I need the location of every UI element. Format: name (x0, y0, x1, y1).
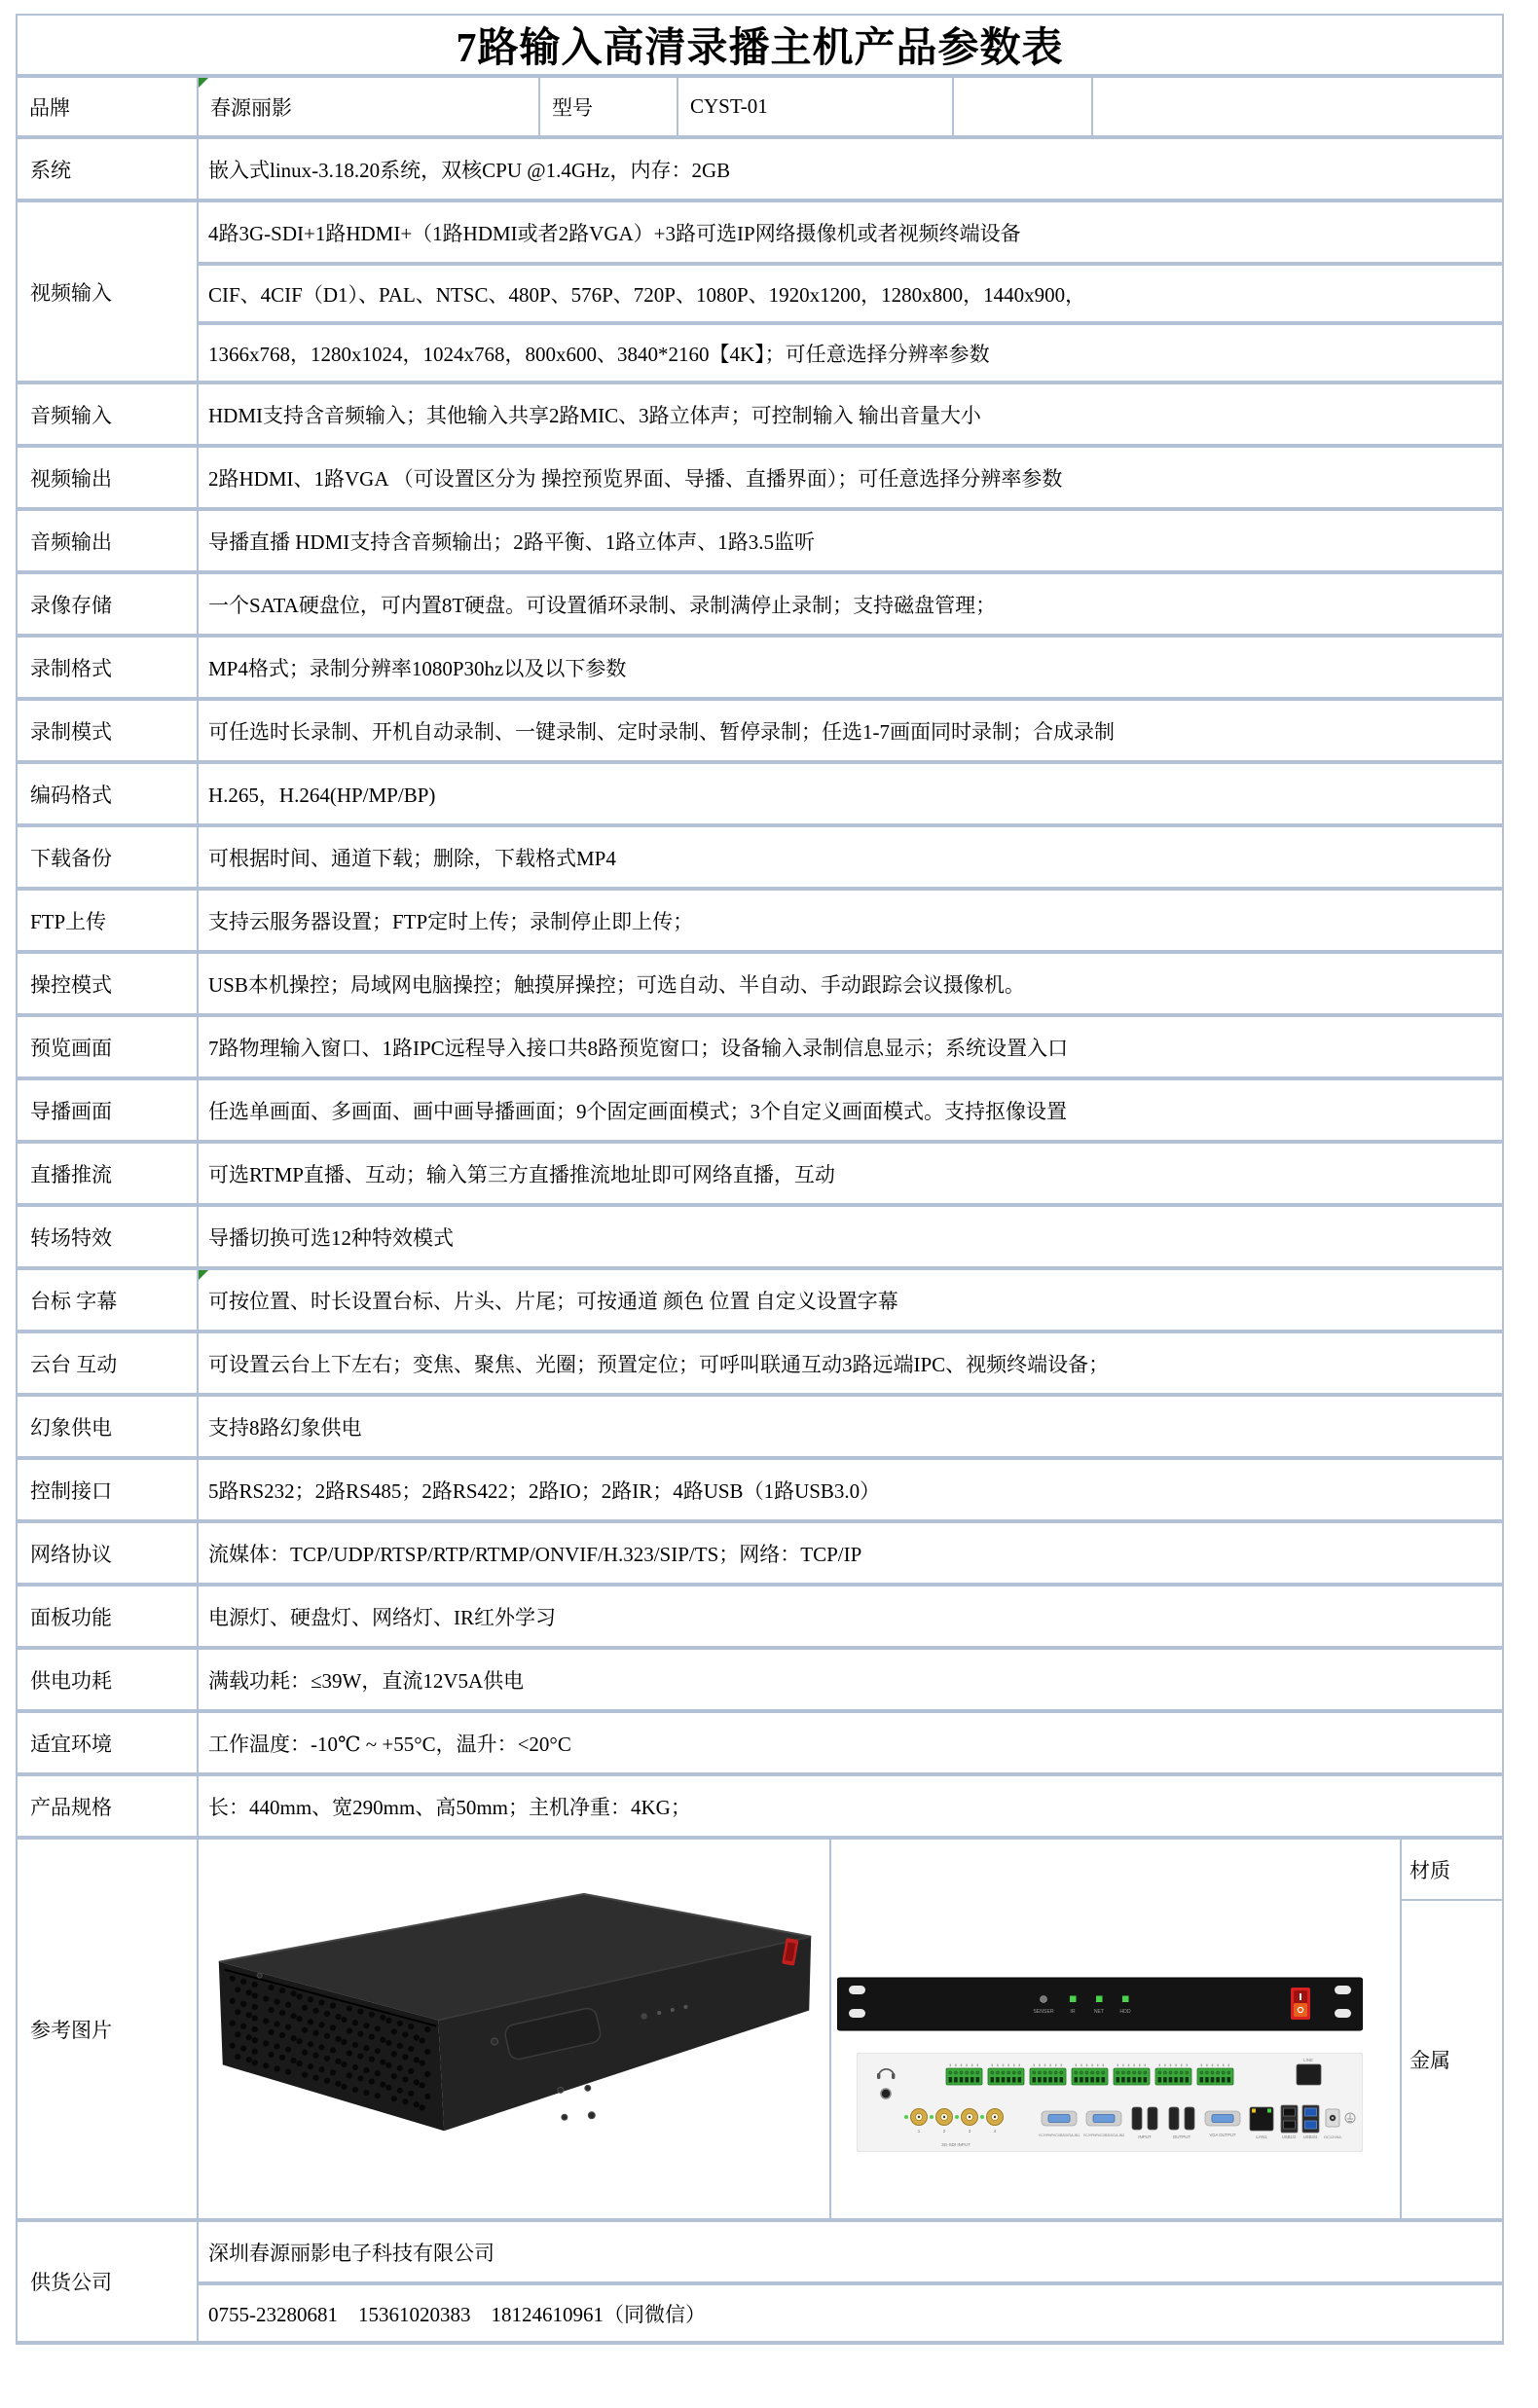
spec-row (18, 1333, 1502, 1397)
spec-row (18, 448, 1502, 511)
power-switch-icon (1291, 1988, 1310, 2020)
spec-row-value: CIF、4CIF（D1）、PAL、NTSC、480P、576P、720P、1080P、1920x1200，1280x800，1440x900， (199, 262, 1502, 321)
spec-row (18, 384, 1502, 448)
spec-row-value: 5路RS232；2路RS485；2路RS422；2路IO；2路IR；4路USB（1路USB3.0） (208, 1478, 881, 1503)
spec-rows (18, 139, 1502, 1840)
spec-row (18, 1587, 1502, 1650)
spec-row-label: 录制格式 (18, 638, 199, 697)
spec-row (18, 638, 1502, 701)
svg-text:2: 2 (942, 2129, 946, 2134)
spec-row-value: 可按位置、时长设置台标、片头、片尾；可按通道 颜色 位置 自定义设置字幕 (199, 1270, 1502, 1330)
spec-row-label: 编码格式 (18, 764, 199, 823)
ir-led-icon (1070, 1996, 1077, 2003)
spec-row-label: 幻象供电 (18, 1397, 199, 1456)
spec-row (18, 1017, 1502, 1080)
svg-text:HDD: HDD (1119, 2009, 1131, 2015)
svg-text:4: 4 (993, 2129, 997, 2134)
svg-text:SENSER: SENSER (1033, 2009, 1054, 2015)
spec-row-value: 导播直播 HDMI支持含音频输出；2路平衡、1路立体声、1路3.5监听 (208, 529, 815, 554)
spec-row (18, 1270, 1502, 1333)
spec-row-label: 产品规格 (18, 1776, 199, 1836)
rear-panel-image (857, 2053, 1363, 2157)
spec-row-value: HDMI支持含音频输入；其他输入共享2路MIC、3路立体声；可控制输入 输出音量大小 (208, 403, 981, 427)
brand-value: 春源丽影 (199, 78, 540, 135)
supplier-row (18, 2222, 1502, 2345)
svg-text:USB1/2: USB1/2 (1281, 2134, 1297, 2139)
reference-images-row (18, 1840, 1502, 2222)
spec-row-value: 工作温度：-10℃ ~ +55°C，温升：<20°C (208, 1732, 571, 1756)
svg-text:DC12V5A: DC12V5A (1324, 2134, 1341, 2139)
model-label: 型号 (540, 78, 678, 135)
spec-row (18, 574, 1502, 638)
spec-row-label: 台标 字幕 (18, 1270, 199, 1330)
spec-row-label: 适宜环境 (18, 1713, 199, 1772)
svg-text:NET: NET (1093, 2009, 1105, 2015)
spec-row-value: 流媒体：TCP/UDP/RTSP/RTP/RTMP/ONVIF/H.323/SIP/TS；网络：TCP/IP (208, 1542, 862, 1566)
spec-row-value: 2路HDMI、1路VGA （可设置区分为 操控预览界面、导播、直播界面）；可任意选择分辨率参数 (208, 466, 1063, 491)
device-photo (199, 1840, 831, 2218)
model-value: CYST-01 (678, 78, 954, 135)
spec-row-label: 操控模式 (18, 954, 199, 1013)
empty-cell (954, 78, 1093, 135)
spec-row-label: 音频输出 (18, 511, 199, 570)
panel-images (831, 1840, 1402, 2218)
spec-row-label: 转场特效 (18, 1207, 199, 1266)
front-panel-image (837, 1974, 1363, 2039)
svg-text:INPUT: INPUT (1138, 2134, 1152, 2139)
spec-row-value: 支持云服务器设置；FTP定时上传；录制停止即上传； (208, 909, 694, 933)
spec-row (18, 1397, 1502, 1460)
spec-row-label: 直播推流 (18, 1144, 199, 1203)
spec-row (18, 764, 1502, 827)
svg-text:LAN1: LAN1 (1256, 2134, 1267, 2139)
supplier-phones: 0755-23280681 15361020383 18124610961（同微信） (199, 2281, 1502, 2341)
spec-row-label: 视频输入 (18, 202, 199, 381)
spec-row (18, 1207, 1502, 1270)
page-title: 7路输入高清录播主机产品参数表 (456, 26, 1064, 71)
spec-row-value: MP4格式；录制分辨率1080P30hz以及以下参数 (208, 656, 627, 680)
svg-text:1: 1 (917, 2129, 921, 2134)
spec-row (18, 139, 1502, 202)
spec-row-value: 导播切换可选12种特效模式 (208, 1225, 454, 1250)
brand-model-row (18, 78, 1502, 139)
spec-row (18, 1650, 1502, 1713)
svg-text:YC/YPbPr/CVBS/VGA-IN1: YC/YPbPr/CVBS/VGA-IN1 (1038, 2134, 1080, 2137)
spec-row-value: 任选单画面、多画面、画中画导播画面；9个固定画面模式；3个自定义画面模式。支持抠像设置 (208, 1099, 1067, 1123)
hdd-led-icon (1122, 1996, 1129, 2003)
spec-row-label: 导播画面 (18, 1080, 199, 1140)
svg-text:LINE: LINE (1302, 2058, 1314, 2062)
spec-row (18, 827, 1502, 891)
title-row (18, 16, 1502, 78)
spec-row-value: 可设置云台上下左右；变焦、聚焦、光圈；预置定位；可呼叫联通互动3路远端IPC、视频终端设备； (208, 1352, 1110, 1376)
spec-row-value: 7路物理输入窗口、1路IPC远程导入接口共8路预览窗口；设备输入录制信息显示；系统设置入口 (208, 1036, 1069, 1060)
svg-text:OUTPUT: OUTPUT (1172, 2134, 1191, 2139)
line-port-icon (1297, 2064, 1321, 2085)
spec-row-value: 长：440mm、宽290mm、高50mm；主机净重：4KG； (208, 1795, 691, 1819)
spec-row-label: 控制接口 (18, 1460, 199, 1519)
spec-row-label: 供电功耗 (18, 1650, 199, 1709)
spec-row-label: 预览画面 (18, 1017, 199, 1076)
spec-row (18, 511, 1502, 574)
brand-label: 品牌 (18, 78, 199, 135)
spec-row-value: 4路3G-SDI+1路HDMI+（1路HDMI或者2路VGA）+3路可选IP网络摄像机或者视频终端设备 (208, 221, 1021, 245)
material-label: 材质 (1402, 1840, 1502, 1901)
spec-row-value: 可根据时间、通道下载；删除，下载格式MP4 (208, 846, 616, 870)
spec-row (18, 202, 1502, 384)
spec-row (18, 1144, 1502, 1207)
svg-text:3G-SDI INPUT: 3G-SDI INPUT (941, 2142, 970, 2147)
spec-row-value: 一个SATA硬盘位，可内置8T硬盘。可设置循环录制、录制满停止录制；支持磁盘管理； (208, 593, 997, 617)
spec-row-value: USB本机操控；局域网电脑操控；触摸屏操控；可选自动、半自动、手动跟踪会议摄像机。 (208, 972, 1025, 997)
reference-label: 参考图片 (18, 1840, 199, 2218)
spec-row-value: 满载功耗：≤39W，直流12V5A供电 (208, 1668, 525, 1693)
material-column (1402, 1840, 1502, 2218)
supplier-company: 深圳春源丽影电子科技有限公司 (208, 2241, 494, 2265)
spec-row (18, 954, 1502, 1017)
svg-text:USB3/4: USB3/4 (1302, 2134, 1318, 2139)
spec-row-value: H.265，H.264(HP/MP/BP) (208, 783, 436, 807)
spec-row (18, 1776, 1502, 1840)
spec-row-label: 系统 (18, 139, 199, 199)
spec-row-label: 下载备份 (18, 827, 199, 887)
spec-row-label: 云台 互动 (18, 1333, 199, 1393)
svg-text:3: 3 (968, 2129, 971, 2134)
spec-row (18, 891, 1502, 954)
spec-row (18, 1460, 1502, 1523)
svg-text:VGA OUTPUT: VGA OUTPUT (1209, 2133, 1236, 2137)
spec-row-label: 录制模式 (18, 701, 199, 760)
spec-row-label: 视频输出 (18, 448, 199, 507)
spec-row-value: 嵌入式linux-3.18.20系统，双核CPU @1.4GHz，内存：2GB (208, 158, 731, 182)
svg-text:IR: IR (1070, 2009, 1076, 2015)
spec-row (18, 1523, 1502, 1587)
spec-row-value: 可选RTMP直播、互动；输入第三方直播推流地址即可网络直播，互动 (208, 1162, 835, 1186)
svg-text:YC/YPbPr/CVBS/VGA-IN2: YC/YPbPr/CVBS/VGA-IN2 (1082, 2134, 1125, 2137)
sensor-window-icon (1041, 1996, 1047, 2003)
spec-row-label: 录像存储 (18, 574, 199, 634)
spec-row-value: 1366x768，1280x1024，1024x768，800x600、3840*2160【4K】；可任意选择分辨率参数 (199, 321, 1502, 381)
spec-row-label: 音频输入 (18, 384, 199, 444)
spec-row-label: FTP上传 (18, 891, 199, 950)
net-led-icon (1096, 1996, 1103, 2003)
dc-power-icon (1326, 2109, 1339, 2127)
vga-out-icon (1205, 2111, 1240, 2126)
spec-row (18, 1080, 1502, 1144)
spec-row (18, 701, 1502, 764)
spec-row-label: 网络协议 (18, 1523, 199, 1583)
lan-port-icon (1250, 2107, 1273, 2131)
spec-row-label: 面板功能 (18, 1587, 199, 1646)
audio-jack-icon (881, 2089, 891, 2098)
spec-row-value: 支持8路幻象供电 (208, 1415, 362, 1440)
supplier-label: 供货公司 (18, 2222, 199, 2341)
spec-table (16, 14, 1504, 2345)
spec-row-value: 可任选时长录制、开机自动录制、一键录制、定时录制、暂停录制；任选1-7画面同时录制；合成录制 (208, 719, 1115, 744)
device-photo-illustration (199, 1840, 829, 2218)
spec-row (18, 1713, 1502, 1776)
spec-row-value: 电源灯、硬盘灯、网络灯、IR红外学习 (208, 1605, 556, 1629)
empty-cell (1093, 78, 1502, 135)
material-value: 金属 (1410, 2049, 1450, 2072)
